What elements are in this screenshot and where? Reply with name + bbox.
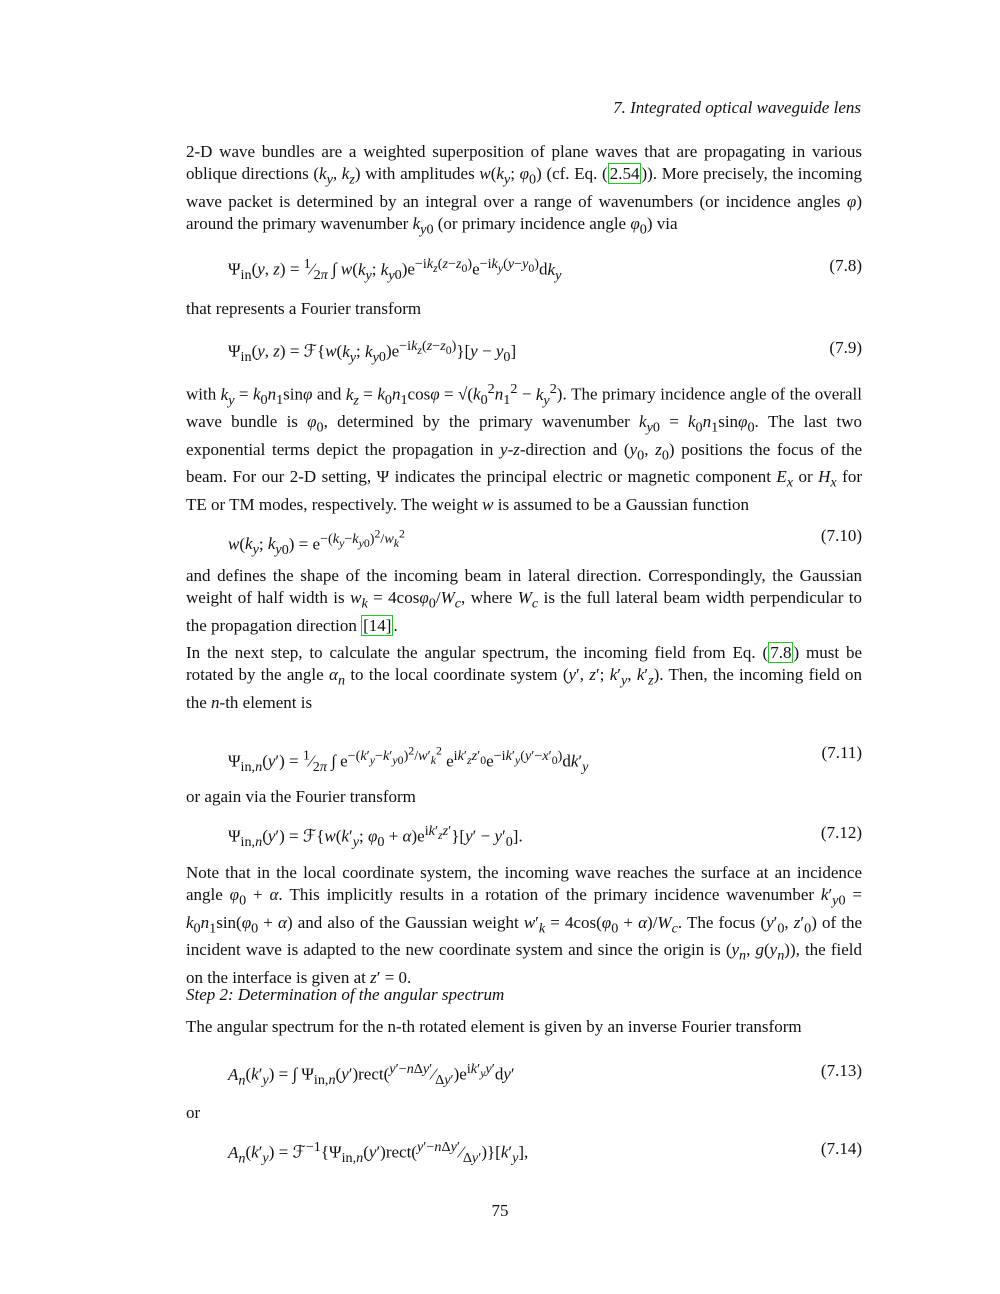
paragraph-wave-bundles: 2-D wave bundles are a weighted superposition of plane waves that are propagating in various oblique directions ($k_y$, $k_z$) with amplitudes $w(k_y$; $\varphi_0$) (cf. Eq. ( 2.54 )). More precisely, the incoming wave packet is determined by an integral over a range of wavenumbers (or incidence angles φ) around the primary wavenumber $k_{y0}$ (or primary incidence angle $\varphi_0$) via [186, 142, 863, 238]
running-header: 7. Integrated optical waveguide lens [613, 98, 861, 117]
equation-number: (7.14) [820, 1139, 862, 1158]
equation-number: (7.8) [829, 256, 862, 275]
page-number: 75 [491, 1201, 509, 1220]
paragraph-note: Note that in the local coordinate system, the incoming wave reaches the surface at an incidence angle $\varphi_0 + \alpha$. This implicitly results in a rotation of the primary incidence wavenumber $k'_{y0} = k_0n_1\sin(\varphi_0 + \alpha)$ and also of the Gaussian weight $w'_k = 4\cos(\varphi_0 + \alpha)/W_c$. The focus ($y'_0$, $z'_0$) of the incident wave is adapted to the new coordinate system and since the origin is ($y_n$, $g(y_n)$), the field on the interface is given at z′ = 0. [186, 863, 863, 987]
paragraph-angular: The angular spectrum for the n-th rotated element is given by an inverse Fourier transform [186, 1017, 802, 1036]
eq-link-2-54[interactable]: 2.54 [609, 164, 640, 184]
paragraph-next-step: In the next step, to calculate the angular spectrum, the incoming field from Eq. ( 7.8 ) must be rotated by the angle $\alpha_n$ to the local coordinate system (y′, z′; $k'_y$, $k'_z$). Then, the incoming field on the n-th element is [186, 643, 863, 712]
equation-number: (7.13) [820, 1061, 862, 1080]
eq-link-7-8[interactable]: 7.8 [770, 643, 792, 662]
section-heading: Step 2: Determination of the angular spectrum [186, 985, 505, 1004]
citation-link-14[interactable]: [14] [363, 615, 392, 635]
paragraph-with-ky: with $k_y = k_0n_1\sin\varphi$ and $k_z = k_0n_1\cos\varphi = √(k_0^2n_1^2 - k_y^2)$. The primary incidence angle of the overall wave bundle is $\varphi_0$, determined by the primary wavenumber $k_{y0} = k_0n_1\sin\varphi_0$. The last two exponential terms depict the propagation in y-z-direction and ($y_0$, $z_0$) positions the focus of the beam. For our 2-D setting, Ψ indicates the principal electric or magnetic component $E_x$ or $H_x$ for TE or TM modes, respectively. The weight w is assumed to be a Gaussian function [186, 381, 862, 515]
paragraph-gaussian: and defines the shape of the incoming beam in lateral direction. Correspondingly, the Gaussian weight of half width is $w_k = 4\cos\varphi_0/W_c$, where $W_c$ is the full lateral beam width perpendicular to the propagation direction [14] . [186, 566, 863, 635]
equation-number: (7.11) [821, 743, 862, 762]
equation-number: (7.12) [820, 823, 862, 842]
equation-number: (7.10) [820, 526, 862, 545]
page: 7. Integrated optical waveguide lens 2-D wave bundles are a weighted superposition of plane waves that are propagating in various oblique directions ($k_y$, $k_z$) with amplitudes $w(k_y$; $\varphi_0$) (cf. Eq. ( 2.54 )). More precisely, the incoming wave packet is determined by an integral over a range of wavenumbers (or incidence angles φ) around the primary wavenumber $k_{y0}$ (or primary incidence angle $\varphi_0$) via $\Psi_{in}(y$, $z) = ^1⁄_{2\pi}$ ∫ $w(k_y$; $k_{y0})e^{-ik_z(z-z_0)}e^{-ik_y(y-y_0)}dk_y$ (7.8) that represents a Fourier transform $\Psi_{in}(y$, $z) = ℱ\{w(k_y$; $k_{y0})e^{-ik_z(z-z_0)}\}[y - y_0]$ (7.9) with $k_y = k_0n_1\sin\varphi$ and $k_z = k_0n_1\cos\varphi = √(k_0^2n_1^2 - k_y^2)$. The primary incidence angle of the overall wave bundle is $\varphi_0$, determined by the primary wavenumber $k_{y0} = k_0n_1\sin\varphi_0$. The last two exponential terms depict the propagation in y-z-direction and ($y_0$, $z_0$) positions the focus of the beam. For our 2-D setting, Ψ indicates the principal electric or magnetic component $E_x$ or $H_x$ for TE or TM modes, respectively. The weight w is assumed to be a Gaussian function $w(k_y$; $k_{y0}) = e^{-(k_y-k_{y0})^2/w_k^2}$ (7.10) and defines the shape of the incoming beam in lateral direction. Correspondingly, the Gaussian weight of half width is $w_k = 4\cos\varphi_0/W_c$, where $W_c$ is the full lateral beam width perpendicular to the propagation direction [14] . In the next step, to calculate the angular spectrum, the incoming field from Eq. ( 7.8 ) must be rotated by the angle $\alpha_n$ to the local coordinate system (y′, z′; $k'_y$, $k'_z$). Then, the incoming field on the n-th element is $\Psi_{in,n}(y')$ = $^1⁄_{2\pi}$ ∫ $e^{-(k'_y-k'_{y0})^2/w'_k^2}$ $e^{ik'_zz'_0}e^{-ik'_y(y'-x'_0)}dk'_y$ (7.11) or again via the Fourier transform $\Psi_{in,n}(y')$ = $ℱ\{w(k'_y$; $\varphi_0 + \alpha)e^{ik'_zz'}\}[y' - y'_0]$. (7.12) Note that in the local coordinate system, the incoming wave reaches the surface at an incidence angle $\varphi_0 + \alpha$. This implicitly results in a rotation of the primary incidence wavenumber $k'_{y0} = k_0n_1\sin(\varphi_0 + \alpha)$ and also of the Gaussian weight $w'_k = 4\cos(\varphi_0 + \alpha)/W_c$. The focus ($y'_0$, $z'_0$) of the incident wave is adapted to the new coordinate system and since the origin is ($y_n$, $g(y_n)$), the field on the interface is given at z′ = 0. Step 2: Determination of the angular spectrum The angular spectrum for the n-th rotated element is given by an inverse Fourier transform $A_n(k'_y)$ = ∫ $\Psi_{in,n}(y')rect(^{y'-n\Delta y'}⁄_{\Delta y'})e^{ik'_yy'}dy'$ (7.13) or $A_n(k'_y)$ = $ℱ^{-1}\{\Psi_{in,n}(y')rect(^{y'-n\Delta y'}⁄_{\Delta y'})\}[k'_y]$, (7.14) 75 [0, 0, 1000, 1294]
equation-number: (7.9) [829, 338, 862, 357]
paragraph-or: or [186, 1103, 201, 1122]
paragraph-again: or again via the Fourier transform [186, 787, 416, 806]
paragraph-fourier: that represents a Fourier transform [186, 299, 422, 318]
